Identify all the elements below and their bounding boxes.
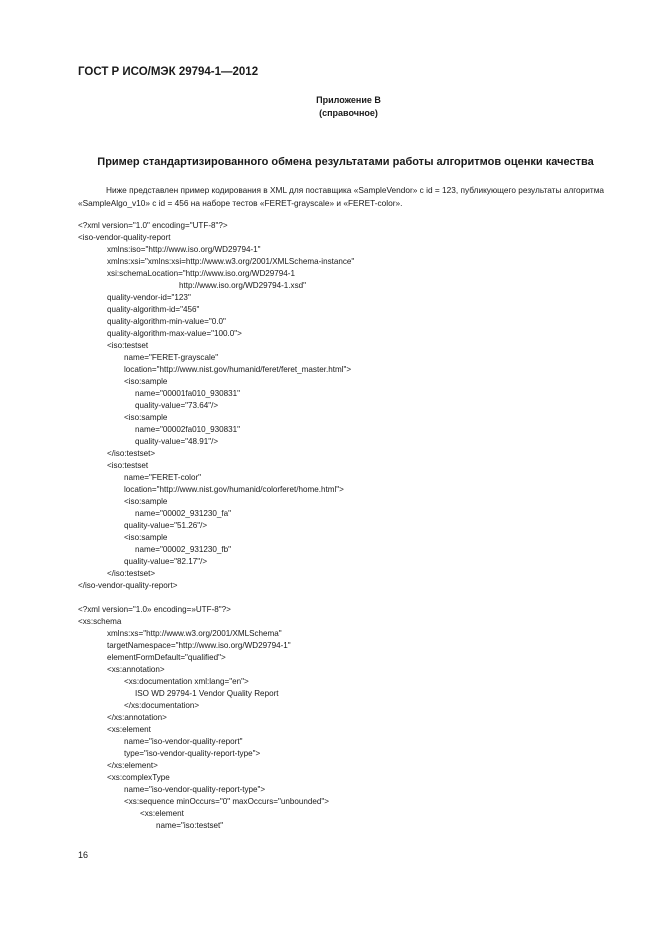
code-line: quality-algorithm-max-value="100.0"> <box>107 329 242 338</box>
code-line: <iso:sample <box>124 377 168 386</box>
code-line: quality-vendor-id="123" <box>107 293 191 302</box>
code-line: ISO WD 29794-1 Vendor Quality Report <box>135 689 279 698</box>
code-line: name="00001fa010_930831" <box>135 389 240 398</box>
code-line: name="00002fa010_930831" <box>135 425 240 434</box>
code-line: location="http://www.nist.gov/humanid/colorferet/home.html"> <box>124 485 344 494</box>
code-line: name="iso:testset" <box>156 821 224 830</box>
code-line: name="iso-vendor-quality-report-type"> <box>124 785 266 794</box>
annex-title: Приложение В <box>316 95 381 105</box>
code-line: <iso-vendor-quality-report <box>78 233 171 242</box>
code-line: xmlns:xsi="xmlns:xsi=http://www.w3.org/2001/XMLSchema-instance" <box>107 257 355 266</box>
code-line: <?xml version="1.0" encoding="UTF-8"?> <box>78 221 228 230</box>
code-line: <xs:sequence minOccurs="0" maxOccurs="unbounded"> <box>124 797 329 806</box>
code-line: http://www.iso.org/WD29794-1.xsd" <box>179 281 307 290</box>
code-line: <iso:sample <box>124 497 168 506</box>
code-line: location="http://www.nist.gov/humanid/feret/feret_master.html"> <box>124 365 352 374</box>
code-line: xmlns:iso="http://www.iso.org/WD29794-1" <box>107 245 261 254</box>
annex-type: (справочное) <box>319 108 378 118</box>
code-line: <?xml version="1.0» encoding=»UTF-8"?> <box>78 605 231 614</box>
code-line: type="iso-vendor-quality-report-type"> <box>124 749 261 758</box>
code-line: <iso:sample <box>124 413 168 422</box>
code-line: name="00002_931230_fb" <box>135 545 231 554</box>
code-line: elementFormDefault="qualified"> <box>107 653 226 662</box>
code-line: </iso-vendor-quality-report> <box>78 581 178 590</box>
code-line: </iso:testset> <box>107 449 156 458</box>
code-line: </xs:element> <box>107 761 158 770</box>
code-line: <iso:sample <box>124 533 168 542</box>
code-line: name="00002_931230_fa" <box>135 509 231 518</box>
code-line: <iso:testset <box>107 341 149 350</box>
document-header: ГОСТ Р ИСО/МЭК 29794-1—2012 <box>78 66 259 78</box>
code-line: quality-algorithm-id="456" <box>107 305 200 314</box>
page-number: 16 <box>78 850 89 860</box>
intro-text: Ниже представлен пример кодирования в XML для поставщика «SampleVendor» с id = 123, публикующего результаты алгоритма «SampleAlgo_v10» с id = 456 на наборе тестов «FERET-grayscale» и «FERET-color». <box>78 185 605 208</box>
code-line: name="FERET-color" <box>124 473 202 482</box>
code-line: <xs:documentation xml:lang="en"> <box>124 677 249 686</box>
code-line: quality-value="82.17"/> <box>124 557 208 566</box>
code-line: <xs:element <box>140 809 184 818</box>
code-line: xsi:schemaLocation="http://www.iso.org/WD29794-1 <box>107 269 295 278</box>
code-line: name="iso-vendor-quality-report" <box>124 737 243 746</box>
code-line: xmlns:xs="http://www.w3.org/2001/XMLSchema" <box>107 629 282 638</box>
code-line: quality-value="48.91"/> <box>135 437 219 446</box>
code-line: <xs:annotation> <box>107 665 165 674</box>
code-line: <xs:schema <box>78 617 122 626</box>
code-line: targetNamespace="http://www.iso.org/WD29794-1" <box>107 641 291 650</box>
code-line: <xs:element <box>107 725 151 734</box>
code-line: name="FERET-grayscale" <box>124 353 219 362</box>
code-line: quality-value="51.26"/> <box>124 521 208 530</box>
code-line: </xs:annotation> <box>107 713 167 722</box>
code-line: </iso:testset> <box>107 569 156 578</box>
code-line: <iso:testset <box>107 461 149 470</box>
code-line: quality-algorithm-min-value="0.0" <box>107 317 226 326</box>
code-line: quality-value="73.64"/> <box>135 401 219 410</box>
section-title: Пример стандартизированного обмена результатами работы алгоритмов оценки качества <box>97 156 594 168</box>
code-line: <xs:complexType <box>107 773 170 782</box>
code-line: </xs:documentation> <box>124 701 200 710</box>
intro-paragraph <box>78 184 618 210</box>
